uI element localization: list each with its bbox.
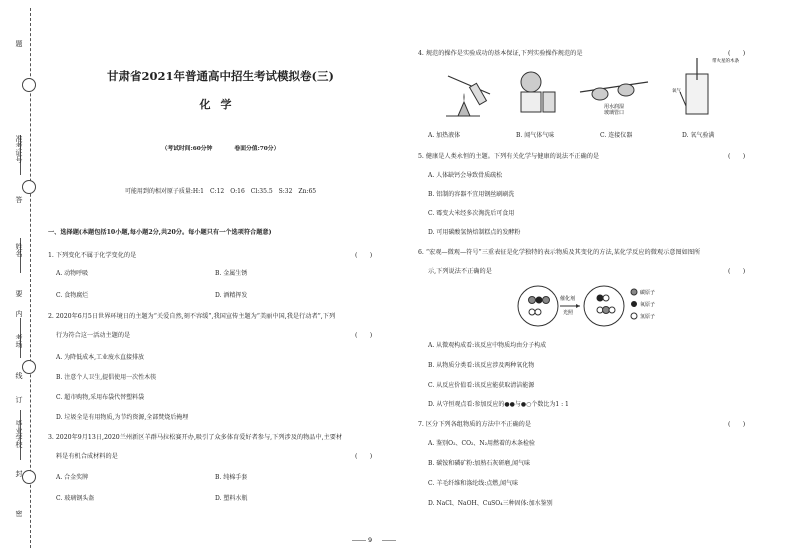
option: B. 铝制的容器不宜用钢丝刷刷洗	[428, 191, 515, 198]
option: B. 注意个人卫生,提倡使用一次性木筷	[56, 374, 157, 381]
option: B. 从物质分类看:该反应涉及两种氧化物	[428, 362, 535, 369]
question-4-stem: 4. 规范的操作是实验成功的基本保证,下列实验操作规范的是	[418, 50, 583, 57]
question-2-stem-line2: 行为符合这一活动主题的是	[56, 332, 131, 339]
smelling-gas-icon	[515, 68, 559, 116]
option: B. 闻气体气味	[516, 132, 555, 139]
option: D. NaCl、NaOH、CuSO₄三种固体:加水鉴别	[428, 500, 553, 507]
condition-label: 光照	[563, 310, 574, 316]
question-1-stem: 1. 下列变化不属于化学变化的是	[48, 252, 137, 259]
exam-title: 甘肃省2021年普通高中招生考试模拟卷(三)	[107, 69, 334, 83]
binding-strip	[0, 0, 44, 558]
binding-label: 答	[15, 196, 23, 203]
binding-label: 要	[15, 290, 23, 297]
legend-label: 氢原子	[640, 314, 656, 320]
section-heading: 一、选择题(本题包括10小题,每小题2分,共20分。每小题只有一个选项符合题意)	[48, 229, 272, 236]
atomic-masses: 可能用到的相对原子质量:H:1 C:12 O:16 Cl:35.5 S:32 Zn:65	[124, 188, 317, 195]
option: D. 从守恒观点看:参加反应的●●与●○个数比为1 : 1	[428, 401, 569, 408]
catalyst-label: 催化剂	[560, 296, 576, 302]
option: C. 连接仪器	[600, 132, 633, 139]
option: C. 食物腐烂	[56, 292, 89, 299]
option: B. 金属生锈	[215, 270, 248, 277]
option: A. 动物呼吸	[56, 270, 89, 277]
question-3-stem: 3. 2020年9月13日,2020兰州新区羊群马拉松赛开办,吸引了众多体育爱好者参与,下列涉及的物品中,主要材	[48, 434, 343, 441]
binding-hole	[22, 470, 36, 484]
exam-time: （考试时间:60分钟	[161, 146, 213, 152]
footer-rule	[352, 540, 366, 541]
binding-label-exam-number: 准考证号	[15, 135, 23, 163]
option: A. 从微观构成看:该反应中物质均由分子构成	[428, 342, 547, 349]
binding-label: 封	[15, 470, 23, 477]
option: A. 为降低成本,工业废水直接排放	[56, 354, 145, 361]
answer-paren: ( )	[355, 453, 373, 460]
option: A. 合金奖牌	[56, 474, 89, 481]
binding-label: 线	[15, 372, 23, 379]
page-number: 9	[368, 536, 373, 544]
question-5-stem: 5. 健康是人类永恒的主题。下列有关化学与健康的说法不正确的是	[418, 153, 600, 160]
option: D. 氧气验满	[682, 132, 715, 139]
footer-rule	[382, 540, 396, 541]
option: D. 酒精挥发	[215, 292, 248, 299]
option: D. 垃圾全是有用物质,为节约资源,全部焚烧后掩埋	[56, 414, 189, 421]
binding-label: 题	[15, 40, 23, 47]
binding-label-school: 毕业学校	[15, 420, 23, 448]
answer-paren: ( )	[728, 153, 746, 160]
img-label: 氧气	[672, 89, 681, 94]
answer-paren: ( )	[355, 332, 373, 339]
option: A. 鉴别O₂、CO₂、N₂用燃着的木条检验	[428, 440, 536, 447]
img-label: 用水润湿	[604, 104, 625, 110]
question-2-stem: 2. 2020年6月5日世界环境日的主题为“关爱自然,刻不容缓”,我国宣传主题为“美丽中国,我是行动者”,下列	[48, 313, 336, 320]
option: C. 羊毛纤维和涤纶线:点燃,闻气味	[428, 480, 519, 487]
exam-score: 卷面分值:70分）	[234, 146, 280, 152]
binding-hole	[22, 180, 36, 194]
question-7-stem: 7. 区分下列各组物质的方法中不正确的是	[418, 421, 532, 428]
binding-label: 密	[15, 510, 23, 517]
option: B. 碳铵和磷矿粉:加熟石灰研磨,闻气味	[428, 460, 531, 467]
question-6-stem: 6. “宏观—微观—符号”三重表征是化学独特的表示物质及其变化的方法,某化学反应的微观示意图如图所	[418, 249, 701, 256]
binding-label: 订	[15, 396, 23, 403]
question-3-stem-line2: 料是有机合成材料的是	[56, 453, 118, 460]
option: A. 加热液体	[428, 132, 461, 139]
option: C. 玻璃钢头盔	[56, 495, 95, 502]
exam-meta	[48, 143, 393, 152]
option: C. 霉变大米经多次淘洗后可食用	[428, 210, 515, 217]
connecting-apparatus-icon	[578, 72, 652, 116]
exam-subject: 化学	[199, 98, 242, 111]
binding-hole	[22, 360, 36, 374]
option: D. 塑料水瓶	[215, 495, 248, 502]
option: C. 从反应价值看:该反应能获取清洁能源	[428, 382, 535, 389]
reaction-diagram	[508, 282, 684, 330]
option: B. 纯棉手套	[215, 474, 248, 481]
oxygen-test-icon	[672, 56, 739, 118]
img-label: 带火星的木条	[712, 59, 739, 64]
binding-hole	[22, 78, 36, 92]
binding-label: 内	[15, 310, 23, 317]
question-6-stem-line2: 示,下列说法不正确的是	[428, 268, 492, 275]
legend-label: 碳原子	[640, 290, 656, 296]
option: A. 人体缺钙会导致骨质疏松	[428, 172, 503, 179]
binding-label-name: 姓名	[15, 243, 23, 257]
legend-label: 氧原子	[640, 302, 656, 308]
answer-paren: ( )	[728, 421, 746, 428]
answer-paren: ( )	[355, 252, 373, 259]
option: D. 可用碳酸氢钠焙制糕点的发酵粉	[428, 229, 521, 236]
heating-liquid-icon	[440, 66, 502, 118]
img-label: 玻璃管口	[604, 110, 625, 116]
binding-label-exam-room: 考场	[15, 334, 23, 348]
answer-paren: ( )	[728, 268, 746, 275]
answer-paren: ( )	[728, 50, 746, 57]
option: C. 超市购物,采用布袋代替塑料袋	[56, 394, 145, 401]
